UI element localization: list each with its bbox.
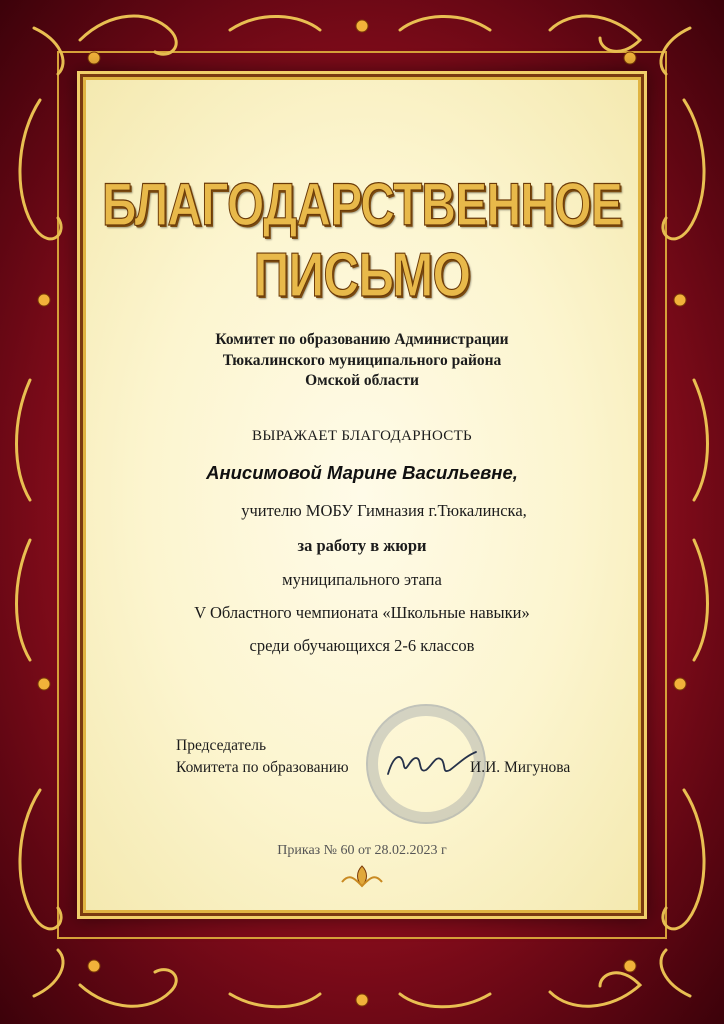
- title-line-1: БЛАГОДАРСТВЕННОЕ: [102, 171, 622, 238]
- signatory-title-line-1: Председатель: [176, 737, 267, 754]
- issuer-line-3: Омской области: [305, 372, 419, 389]
- reason-line-3: V Областного чемпионата «Школьные навыки»: [194, 603, 530, 622]
- recipient-name: Анисимовой Марине Васильевне,: [206, 462, 518, 483]
- recipient-position: учителю МОБУ Гимназия г.Тюкалинска,: [241, 501, 527, 520]
- reason-line-2: муниципального этапа: [282, 570, 442, 589]
- gold-flourish-icon: [338, 862, 386, 892]
- issuer-line-2: Тюкалинского муниципального района: [222, 352, 502, 369]
- signatory-name: И.И. Мигунова: [470, 759, 571, 776]
- reason-line-1: за работу в жюри: [297, 536, 427, 555]
- order-reference: Приказ № 60 от 28.02.2023 г: [277, 843, 447, 858]
- thanks-label: ВЫРАЖАЕТ БЛАГОДАРНОСТЬ: [252, 428, 472, 444]
- signatory-title-line-2: Комитета по образованию: [176, 759, 349, 776]
- issuer-line-1: Комитет по образованию Администрации: [215, 331, 509, 348]
- handwritten-signature: [384, 744, 480, 784]
- title-line-2: ПИСЬМО: [253, 241, 471, 310]
- reason-line-4: среди обучающихся 2-6 классов: [249, 636, 475, 655]
